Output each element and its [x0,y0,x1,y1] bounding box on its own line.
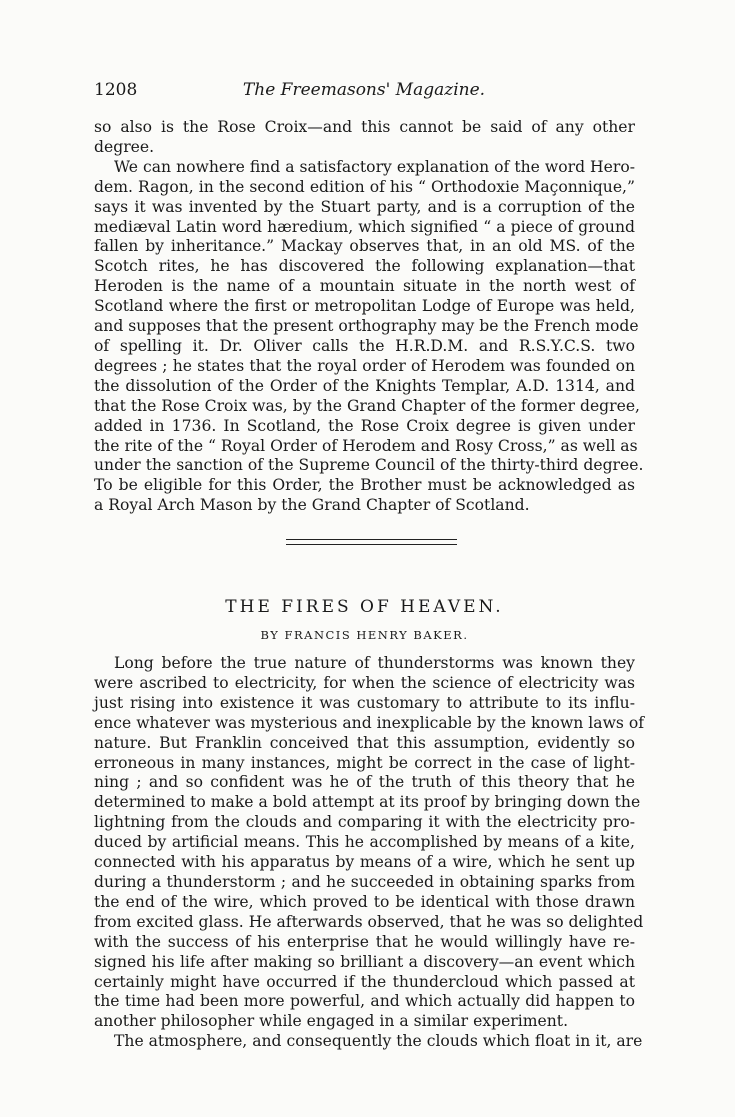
text-line: lightning from the clouds and comparing it with the electricity pro- [94,813,635,832]
text-line: the rite of the “ Royal Order of Herodem and Rosy Cross,” as well as [94,436,638,455]
text-line: and supposes that the present orthography may be the French mode [94,317,639,336]
text-line: says it was invented by the Stuart party, and is a corruption of the [94,197,635,216]
text-line: Scotland where the first or metropolitan Lodge of Europe was held, [94,297,635,316]
text-line: Heroden is the name of a mountain situate in the north west of [94,277,635,296]
text-line: The atmosphere, and consequently the clouds which float in it, are [114,1032,643,1051]
article-body [94,654,645,1052]
text-line: degree. [94,137,155,156]
text-line: Scotch rites, he has discovered the following explanation—that [94,257,635,276]
text-line: degrees ; he states that the royal order of Herodem was founded on [94,356,635,375]
text-line: just rising into existence it was customary to attribute to its influ- [94,693,635,712]
text-line: a Royal Arch Mason by the Grand Chapter of Scotland. [94,496,530,515]
text-line: from excited glass. He afterwards observed, that he was so delighted [94,912,644,931]
page-number: 1208 [94,80,138,100]
section-divider-rule [286,539,457,540]
text-line: the end of the wire, which proved to be identical with those drawn [94,892,635,911]
text-line: of spelling it. Dr. Oliver calls the H.R.D.M. and R.S.Y.C.S. two [94,336,635,355]
text-line: We can nowhere find a satisfactory explanation of the word Hero- [114,157,635,176]
text-line: fallen by inheritance.” Mackay observes that, in an old MS. of the [94,237,635,256]
text-line: the time had been more powerful, and which actually did happen to [94,992,635,1011]
text-line: were ascribed to electricity, for when the science of electricity was [94,673,635,692]
text-line: another philosopher while engaged in a similar experiment. [94,1012,569,1031]
page-header [94,80,634,104]
text-line: mediæval Latin word hæredium, which signified “ a piece of ground [94,217,635,236]
text-line: that the Rose Croix was, by the Grand Chapter of the former degree, [94,396,641,415]
article-byline: BY FRANCIS HENRY BAKER. [260,628,469,642]
section-divider-rule [286,544,457,545]
text-line: To be eligible for this Order, the Brother must be acknowledged as [94,476,635,495]
text-line: connected with his apparatus by means of a wire, which he sent up [94,853,635,872]
text-line: dem. Ragon, in the second edition of his “ Orthodoxie Maçonnique,” [94,177,635,196]
continued-article-text [94,118,644,516]
text-line: ence whatever was mysterious and inexplicable by the known laws of [94,713,645,732]
text-line: certainly might have occurred if the thundercloud which passed at [94,972,635,991]
text-line: the dissolution of the Order of the Knights Templar, A.D. 1314, and [94,376,635,395]
text-line: nature. But Franklin conceived that this assumption, evidently so [94,733,635,752]
text-line: determined to make a bold attempt at its proof by bringing down the [94,793,641,812]
running-title: The Freemasons' Magazine. [242,80,486,100]
text-line: ning ; and so confident was he of the truth of this theory that he [94,773,635,792]
text-line: under the sanction of the Supreme Council of the thirty-third degree. [94,456,644,475]
text-line: signed his life after making so brilliant a discovery—an event which [94,952,635,971]
text-line: added in 1736. In Scotland, the Rose Croix degree is given under [94,416,635,435]
text-line: so also is the Rose Croix—and this cannot be said of any other [94,118,635,136]
text-line: duced by artificial means. This he accomplished by means of a kite, [94,833,635,852]
article-title: THE FIRES OF HEAVEN. [225,597,504,617]
text-line: with the success of his enterprise that he would willingly have re- [94,932,635,951]
text-line: during a thunderstorm ; and he succeeded in obtaining sparks from [94,872,635,891]
text-line: erroneous in many instances, might be correct in the case of light- [94,753,635,772]
text-line: Long before the true nature of thunderstorms was known they [114,654,635,672]
